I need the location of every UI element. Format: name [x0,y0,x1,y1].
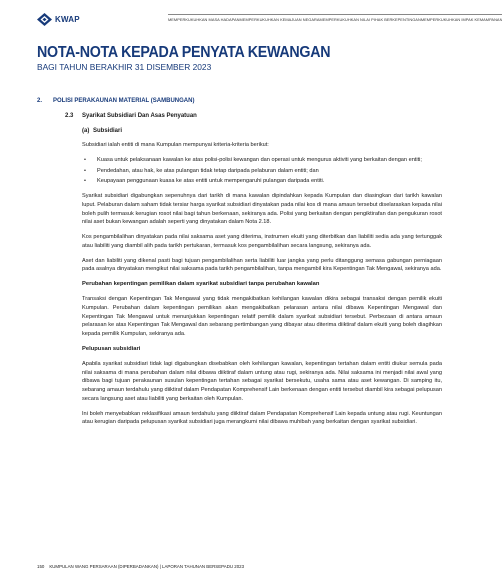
body-paragraph: Apabila syarikat subsidiari tidak lagi digabungkan disebabkan oleh kehilangan kawalan, kepentingan tertahan dalam entiti diukur semula pada nilai saksama di mana perubahan dalam nilai dibawa diiktiraf dalam untung atau rugi, sekiranya ada. Nilai saksama ini menjadi nilai awal yang dibawa bagi tujuan perakaunan susulan kepentingan tertahan sebagai syarikat bersekutu, usaha sama atau aset kewangan. Di samping itu, sebarang amaun terdahulu yang diiktiraf dalam Pendapatan Komprehensif Lain berkenaan dengan entiti tersebut diambil kira sebagai pelupusan secara langsung aset atau liabiliti yang berkaitan oleh Kumpulan. [82,360,442,402]
kwap-logo [37,13,80,26]
body-paragraph: Syarikat subsidiari digabungkan sepenuhnya dari tarikh di mana kawalan dipindahkan kepada Kumpulan dan diasingkan dari tarikh kawalan luput. Pelaburan dalam saham tidak tersiar harga syarikat subsidiari dinyatakan pada nilai kos di mana amaun tersebut diselaraskan kepada nilai boleh pulih termasuk kerugian rosot nilai bagi tahun berkenaan, sekiranya ada. Polisi yang berkaitan dengan pengiktirafan dan pengukuran rosot nilai aset bukan kewangan adalah seperti yang dinyatakan dalam Nota 2.18. [82,193,442,226]
nav-item-kemajuan-negara[interactable]: MEMPERKUKUHKAN KEMAJUAN NEGARA [240,14,320,22]
page-footer [37,564,244,569]
top-navigation [168,14,502,22]
subheading-ownership-change: Perubahan kepentingan pemilikan dalam syarikat subsidiari tanpa perubahan kawalan [82,281,320,288]
nav-item-masa-hadapan[interactable]: MEMPERKUKUHKAN MASA HADAPAN [168,14,240,22]
kwap-logo-icon [37,13,52,26]
item-heading [82,128,122,134]
subsection-title: Syarikat Subsidiari Dan Asas Penyatuan [82,113,197,119]
body-paragraph: Kos pengambilalihan dinyatakan pada nilai saksama aset yang diterima, instrumen ekuiti yang diterbitkan dan liabiliti sedia ada yang tertunggak atau liabiliti yang diambil alih pada tarikh pertukaran, termasuk kos pengambilalihan secara langsung, sekiranya ada. [82,234,442,249]
criteria-list [82,156,442,186]
criteria-item: • Pendedahan, atau hak, ke atas pulangan tidak tetap daripada pelaburan dalam entiti; dan [82,167,442,176]
subsection-heading [65,113,197,119]
footer-text: KUMPULAN WANG PERSARAAN (DIPERBADANKAN) | LAPORAN TAHUNAN BERSEPADU 2023 [49,564,245,569]
subheading-disposal: Pelupusan subsidiari [82,345,141,352]
nav-item-nilai-pihak[interactable]: MEMPERKUKUHKAN NILAI PIHAK BERKEPENTINGAN [320,14,421,22]
section-title: POLISI PERAKAUNAN MATERIAL (SAMBUNGAN) [53,98,195,104]
criteria-item: • Kuasa untuk pelaksanaan kawalan ke atas polisi-polisi kewangan dan operasi untuk mengurus aktiviti yang berkaitan dengan entiti; [82,156,442,165]
page-title: NOTA-NOTA KEPADA PENYATA KEWANGAN [37,44,331,61]
nav-item-impak-kemampanan[interactable]: MEMPERKUKUHKAN IMPAK KEMAMPANAN [421,14,502,22]
page-number: 150 [37,564,45,569]
criteria-item: • Keupayaan penggunaan kuasa ke atas entiti untuk mempengaruhi pulangan daripada entiti. [82,177,442,186]
item-label: (a) [82,128,90,134]
body-paragraph: Ini boleh menyebabkan reklasifikasi amaun terdahulu yang diiktiraf dalam Pendapatan Komprehensif Lain kepada untung atau rugi. Keuntungan atau kerugian daripada pelupusan syarikat subsidiari juga merangkumi nilai dibawa muhibah yang berkaitan dengan syarikat subsidiari. [82,410,442,426]
body-content [82,141,442,433]
body-paragraph: Transaksi dengan Kepentingan Tak Mengawal yang tidak mengakibatkan kehilangan kawalan dikira sebagai transaksi dengan pemilik ekuiti Kumpulan. Perubahan dalam kepentingan pemilikan akan mengakibatkan pelarasan antara nilai dibawa Kepentingan Mengawal dan Kepentingan Tak Mengawal untuk menunjukkan kepentingan relatif pemilik dalam syarikat subsidiari tersebut. Perbezaan di antara amaun pelarasan ke atas Kepentingan Tak Mengawal dan sebarang pertimbangan yang dibayar atau diterima diiktiraf dalam ekuiti yang boleh diagihkan kepada pemilik Kumpulan, sekiranya ada. [82,296,442,338]
section-heading [37,98,194,104]
body-paragraph: Aset dan liabiliti yang dikenal pasti bagi tujuan pengambilalihan serta liabiliti luar jangka yang perlu ditanggung semasa gabungan perniagaan pada asalnya dinyatakan mengikut nilai saksama pada tarikh pengambilalihan, tanpa mengambil kira Kepentingan Tak Mengawal, sekiranya ada. [82,257,442,273]
section-number: 2. [37,98,43,104]
subsection-number: 2.3 [65,113,74,119]
logo-text: KWAP [55,15,80,24]
item-title: Subsidiari [93,128,123,134]
page-subtitle: BAGI TAHUN BERAKHIR 31 DISEMBER 2023 [37,62,212,72]
intro-paragraph: Subsidiari ialah entiti di mana Kumpulan mempunyai kriteria-kriteria berikut: [82,142,269,148]
